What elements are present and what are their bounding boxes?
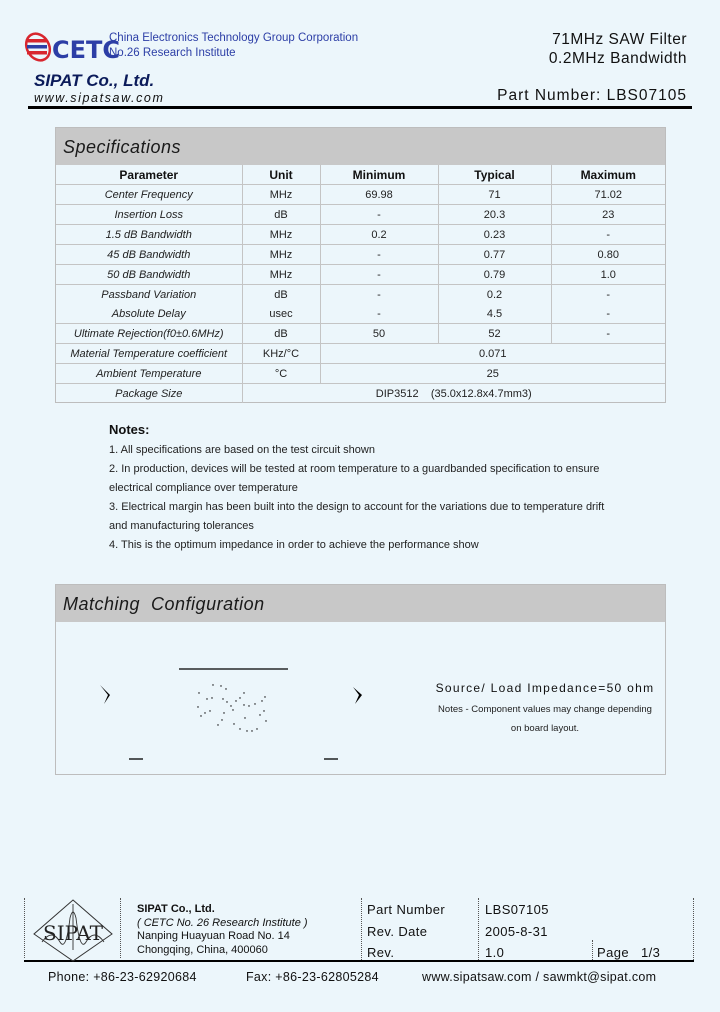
product-subtitle: 0.2MHz Bandwidth [548, 50, 687, 67]
max-cell: 1.0 [551, 265, 665, 285]
contact-web-email-link[interactable]: www.sipatsaw.com / sawmkt@sipat.com [422, 970, 657, 984]
company-name: SIPAT Co., Ltd. [34, 71, 155, 90]
company-website-link[interactable]: www.sipatsaw.com [34, 91, 165, 105]
table-row [56, 185, 665, 205]
max-cell: 0.80 [551, 245, 665, 265]
part-number-header: Part Number: LBS07105 [497, 87, 687, 104]
column-header: Maximum [551, 165, 665, 185]
min-cell: 69.98 [320, 185, 438, 205]
footer-info-box [24, 894, 694, 961]
rev-date-value: 2005-8-31 [485, 924, 548, 939]
unit-cell: KHz/°C [242, 344, 320, 364]
typ-cell: 0.23 [438, 225, 551, 245]
value-cell: 25 [320, 364, 665, 384]
notes-block [109, 422, 629, 555]
page-label: Page [597, 945, 629, 960]
note-line: 2. In production, devices will be tested at room temperature to a guardbanded specification to ensure [109, 463, 600, 475]
part-number-value: LBS07105 [485, 902, 549, 917]
svg-text:SIPAT: SIPAT [43, 921, 103, 945]
min-cell: - [320, 205, 438, 225]
unit-cell: dB [242, 324, 320, 344]
parameter-cell: Passband Variation [56, 285, 242, 305]
min-cell: - [320, 245, 438, 265]
org-line-1: China Electronics Technology Group Corporation [109, 32, 359, 44]
min-cell: - [320, 304, 438, 324]
max-cell: - [606, 288, 611, 301]
specifications-table [56, 165, 665, 403]
parameter-cell: Ambient Temperature [56, 364, 242, 384]
org-name [109, 31, 358, 61]
max-cell: 71.02 [594, 188, 623, 201]
min-cell: 50 [320, 324, 438, 344]
part-number-label: Part Number [367, 902, 446, 917]
table-row [56, 384, 665, 404]
table-row [56, 205, 665, 225]
matching-circuit-diagram [90, 650, 390, 770]
contact-phone: Phone: +86-23-62920684 [48, 970, 197, 984]
parameter-cell: 50 dB Bandwidth [56, 265, 242, 285]
note-line: 3. Electrical margin has been built into the design to account for the variations due to temperature drift [109, 501, 605, 513]
parameter-cell: Material Temperature coefficient [56, 344, 242, 364]
typ-cell: 20.3 [438, 205, 551, 225]
unit-cell: MHz [242, 185, 320, 205]
parameter-cell: 45 dB Bandwidth [56, 245, 242, 265]
footer-divider [24, 960, 694, 962]
table-row [56, 225, 665, 245]
unit-cell: dB [242, 205, 320, 225]
header-divider [28, 106, 692, 109]
max-cell: - [606, 228, 611, 241]
footer-address-2: Chongqing, China, 400060 [137, 943, 268, 956]
parameter-cell: Package Size [56, 384, 242, 404]
note-line: 4. This is the optimum impedance in order to achieve the performance show [109, 539, 479, 551]
footer-address-1: Nanping Huayuan Road No. 14 [137, 930, 290, 942]
section-title: Specifications [56, 127, 665, 165]
parameter-cell: Absolute Delay [56, 304, 242, 324]
parameter-cell: Center Frequency [56, 185, 242, 205]
section-title: Matching Configuration [56, 584, 665, 622]
typ-cell: 0.2 [438, 285, 551, 305]
page-value: 1/3 [641, 945, 661, 960]
unit-cell: °C [242, 364, 320, 384]
min-cell: - [320, 265, 438, 285]
column-header: Unit [242, 165, 320, 185]
matching-note [420, 700, 670, 738]
min-cell: - [320, 285, 438, 305]
parameter-cell: 1.5 dB Bandwidth [56, 225, 242, 245]
impedance-label: Source/ Load Impedance=50 ohm [435, 681, 655, 695]
unit-cell: MHz [242, 225, 320, 245]
parameter-cell: Ultimate Rejection(f0±0.6MHz) [56, 324, 242, 344]
footer-company-block [137, 903, 308, 957]
contact-fax: Fax: +86-23-62805284 [246, 970, 379, 984]
typ-cell: 4.5 [438, 304, 551, 324]
matching-note-line-2: on board layout. [510, 723, 580, 734]
table-row [56, 324, 665, 344]
unit-cell: usec [242, 304, 320, 324]
typ-cell: 71 [438, 185, 551, 205]
footer-company-name: SIPAT Co., Ltd. [137, 903, 215, 915]
unit-cell: MHz [242, 245, 320, 265]
rev-date-label: Rev. Date [367, 924, 428, 939]
filter-symbol-dots [197, 684, 266, 731]
table-row [56, 245, 665, 265]
max-cell: 23 [551, 205, 665, 225]
input-port-icon [100, 685, 110, 704]
parameter-cell: Insertion Loss [56, 205, 242, 225]
column-header: Typical [438, 165, 551, 185]
table-row [56, 304, 665, 324]
typ-cell: 0.77 [438, 245, 551, 265]
product-title: 71MHz SAW Filter [552, 31, 687, 48]
note-line: 1. All specifications are based on the test circuit shown [109, 444, 375, 456]
typ-cell: 52 [438, 324, 551, 344]
column-header: Parameter [56, 165, 242, 185]
table-header-row [56, 165, 665, 185]
min-cell: 0.2 [320, 225, 438, 245]
matching-note-line-1: Notes - Component values may change depending [438, 704, 652, 715]
unit-cell: MHz [242, 265, 320, 285]
max-cell: - [551, 304, 665, 324]
output-port-icon [353, 687, 362, 704]
note-line: and manufacturing tolerances [109, 520, 254, 532]
note-line: electrical compliance over temperature [109, 482, 298, 494]
table-row [56, 285, 665, 305]
rev-label: Rev. [367, 945, 395, 960]
value-cell: 0.071 [320, 344, 665, 364]
column-header: Minimum [320, 165, 438, 185]
sipat-logo [32, 898, 114, 962]
notes-title: Notes: [109, 422, 150, 437]
typ-cell: 0.79 [438, 265, 551, 285]
rev-value: 1.0 [485, 945, 505, 960]
unit-cell: dB [242, 285, 320, 305]
footer-institute: ( CETC No. 26 Research Institute ) [137, 916, 308, 929]
max-cell: - [551, 324, 665, 344]
org-line-2: No.26 Research Institute [109, 47, 236, 59]
table-row [56, 364, 665, 384]
specifications-section [55, 127, 666, 403]
svg-text:CETC: CETC [52, 36, 120, 64]
table-row [56, 344, 665, 364]
table-row [56, 265, 665, 285]
value-cell: DIP3512 (35.0x12.8x4.7mm3) [375, 387, 532, 400]
